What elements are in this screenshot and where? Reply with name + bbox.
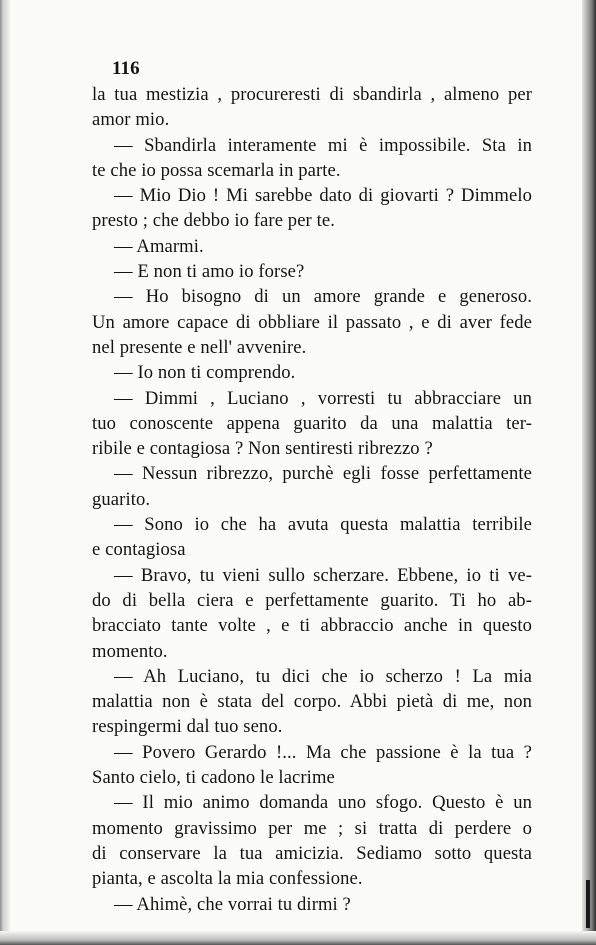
text-line: — Mio Dio ! Mi sarebbe dato di giovarti ? Dimmelo bbox=[114, 185, 532, 207]
text-line: — Sono io che ha avuta questa malattia terribile bbox=[114, 514, 532, 536]
text-line: di conservare la tua amicizia. Sediamo sotto questa bbox=[92, 842, 532, 864]
page-left-edge-shadow bbox=[0, 0, 10, 945]
text-line: — Nessun ribrezzo, purchè egli fosse perfettamente bbox=[114, 463, 532, 485]
text-line: momento. bbox=[92, 640, 168, 662]
text-line: — Dimmi , Luciano , vorresti tu abbracciare un bbox=[114, 387, 532, 409]
scan-artifact bbox=[586, 880, 590, 928]
text-line: pianta, e ascolta la mia confessione. bbox=[92, 868, 363, 890]
text-line: — Io non ti comprendo. bbox=[114, 362, 296, 384]
text-line: amor mio. bbox=[92, 109, 170, 131]
text-line: — Il mio animo domanda uno sfogo. Questo è un bbox=[114, 792, 532, 814]
text-line: la tua mestizia , procureresti di sbandirla , almeno per bbox=[92, 84, 532, 105]
page-number: 116 bbox=[112, 58, 140, 79]
text-line: — Povero Gerardo !... Ma che passione è la tua ? bbox=[114, 741, 532, 763]
text-line: ribile e contagiosa ? Non sentiresti ribrezzo ? bbox=[92, 438, 433, 460]
text-line: — Amarmi. bbox=[114, 235, 204, 257]
page-bottom-edge-shadow bbox=[0, 931, 596, 945]
text-line: te che io possa scemarla in parte. bbox=[92, 159, 341, 181]
text-line: respingermi dal tuo seno. bbox=[92, 716, 283, 738]
text-line: — Bravo, tu vieni sullo scherzare. Ebbene, io ti ve- bbox=[114, 564, 532, 586]
text-line: — E non ti amo io forse? bbox=[114, 261, 305, 283]
text-line: Santo cielo, ti cadono le lacrime bbox=[92, 767, 335, 789]
text-line: malattia non è stata del corpo. Abbi pietà di me, non bbox=[92, 691, 532, 713]
text-line: do di bella ciera e perfettamente guarito. Ti ho ab- bbox=[92, 589, 532, 611]
page-text-block bbox=[92, 56, 532, 917]
text-line: nel presente e nell' avvenire. bbox=[92, 336, 307, 358]
text-line: guarito. bbox=[92, 488, 151, 510]
text-line: — Sbandirla interamente mi è impossibile. Sta in bbox=[114, 134, 532, 156]
text-lines bbox=[92, 82, 532, 917]
text-line: — Ahimè, che vorrai tu dirmi ? bbox=[114, 893, 351, 915]
text-line: bracciato tante volte , e ti abbraccio anche in questo bbox=[92, 615, 532, 637]
text-line: momento gravissimo per me ; si tratta di perdere o bbox=[92, 817, 532, 839]
page-right-edge-shadow bbox=[582, 0, 596, 945]
text-line: e contagiosa bbox=[92, 539, 186, 561]
text-line: Un amore capace di obbliare il passato , e di aver fede bbox=[92, 311, 532, 333]
text-line: presto ; che debbo io fare per te. bbox=[92, 210, 335, 232]
text-line: — Ho bisogno di un amore grande e generoso. bbox=[114, 286, 532, 308]
text-line: tuo conoscente appena guarito da una malattia ter- bbox=[92, 412, 532, 434]
text-line: — Ah Luciano, tu dici che io scherzo ! La mia bbox=[114, 665, 532, 687]
